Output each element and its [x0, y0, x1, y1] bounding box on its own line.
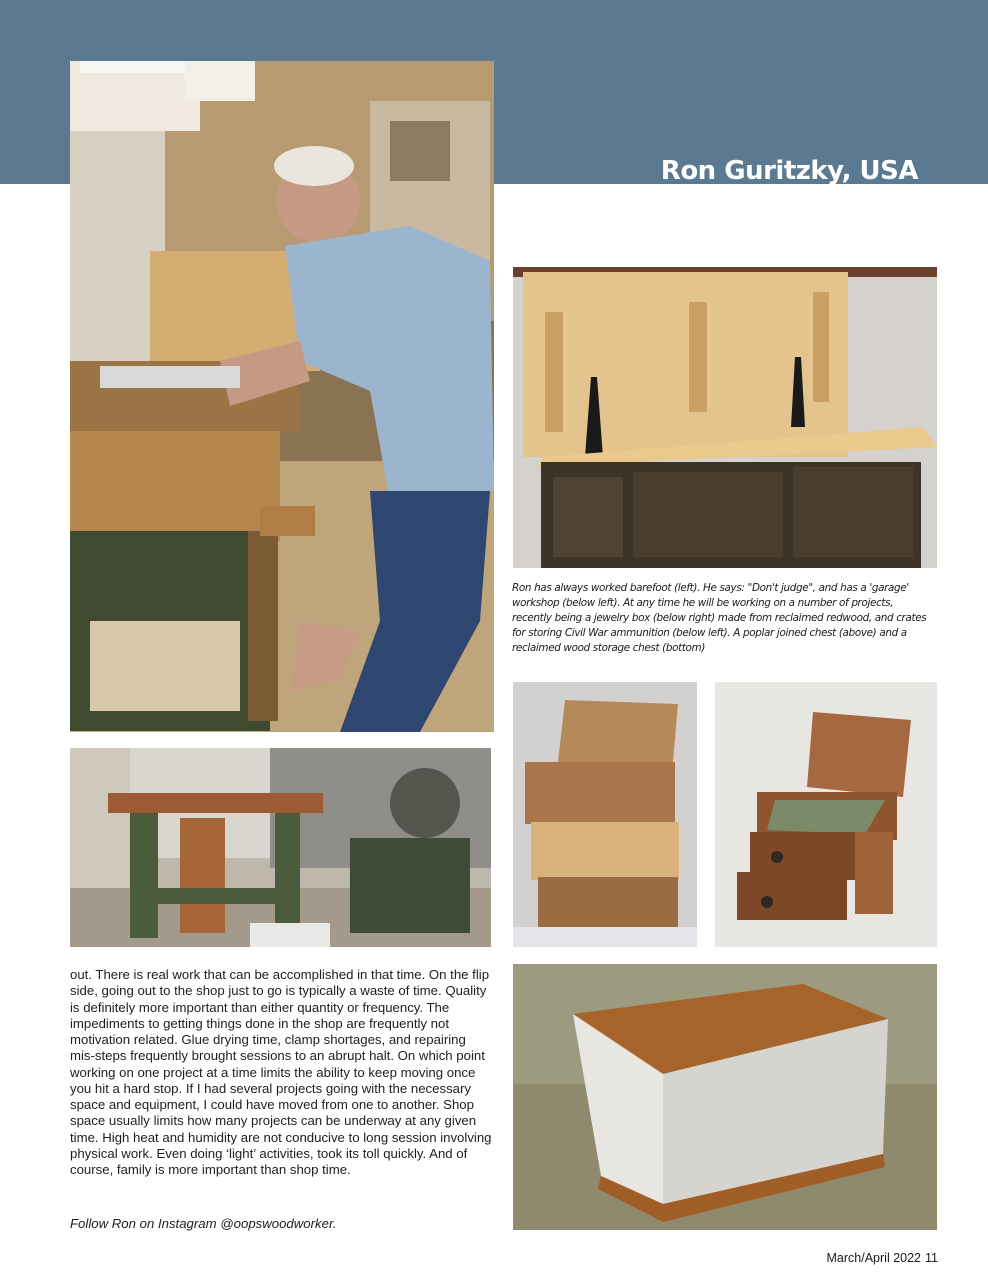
page-number: 11 — [925, 1251, 938, 1265]
photo-storage-chest — [513, 964, 937, 1230]
page-title: Ron Guritzky, USA — [660, 156, 918, 186]
photo-ron-sawing — [70, 61, 494, 732]
photo-crates — [513, 682, 697, 947]
photo-jewelry-box — [715, 682, 937, 947]
photo-workbench — [70, 748, 491, 947]
issue-date: March/April 2022 — [826, 1251, 922, 1265]
article-body: out. There is real work that can be accomplished in that time. On the flip side, going out to the shop just to go is typically a waste of time. Quality is definitely more important than either quantity or frequency. The impediments to getting things done in the shop are frequently not motivation related. Glue drying time, clamp shortages, and repairing mis-steps frequently brought sessions to an abrupt halt. On which point working on one project at a time limits the ability to keep moving once you hit a hard stop. If I had several projects going with the necessary space and equipment, I could have moved from one to another. Shop space usually limits how many projects can be underway at any given time. High heat and humidity are not conducive to long session involving physical work. Even doing ‘light’ activities, took its toll quickly. And of course, family is more important than shop time. — [70, 967, 492, 1177]
photo-poplar-chest — [513, 267, 937, 568]
instagram-follow: Follow Ron on Instagram @oopswoodworker. — [70, 1216, 337, 1231]
page-footer — [827, 1251, 938, 1265]
photo-caption: Ron has always worked barefoot (left). He says: "Don't judge", and has a 'garage' workshop (below left). At any time he will be working on a number of projects, recently being a jewelry box (below right) made from reclaimed redwood, and crates for storing Civil War ammunition (below left). A poplar joined chest (above) and a reclaimed wood storage chest (bottom) — [512, 582, 927, 654]
